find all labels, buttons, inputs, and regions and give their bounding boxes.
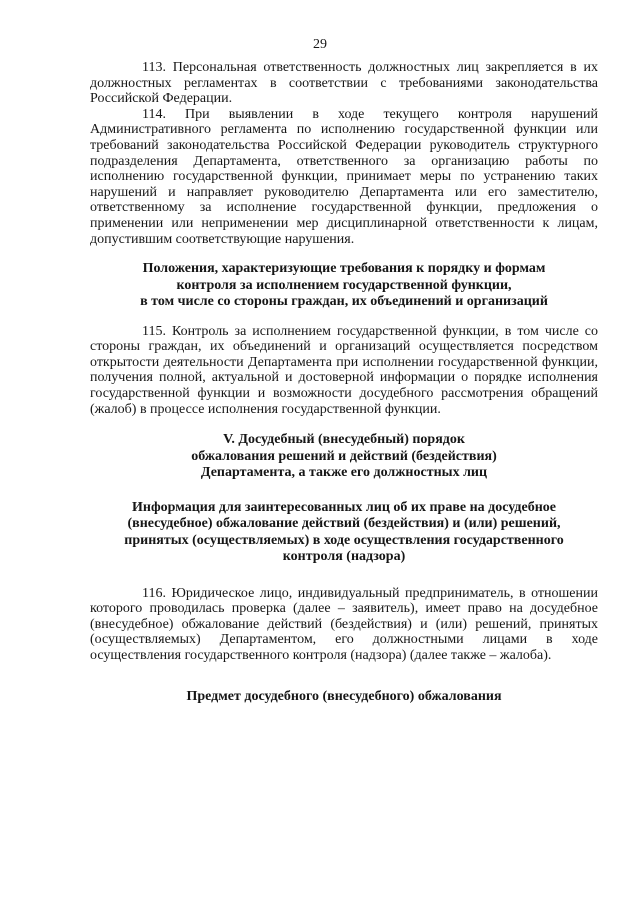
page-content bbox=[90, 60, 598, 705]
paragraph-114: 114. При выявлении в ходе текущего контроля нарушений Административного регламента по исполнению государственной функции или требований законодательства Российской Федерации руководитель структурного подразделения Департамента, ответственного за организацию работы по исполнению государственной функции, принимает меры по устранению таких нарушений и направляет руководителю Департамента или его заместителю, ответственному за исполнение государственной функции, предложения о применении или неприменении мер дисциплинарной ответственности к лицам, допустившим соответствующие нарушения. bbox=[90, 106, 598, 247]
heading-line: принятых (осуществляемых) в ходе осуществления государственного bbox=[124, 532, 564, 548]
paragraph-116: 116. Юридическое лицо, индивидуальный предприниматель, в отношении которого проводилась проверка (далее – заявитель), имеет право на досудебное (внесудебное) обжалование действий (бездействия) и (или) решений, принятых (осуществляемых) Департаментом, его должностными лицами в ходе осуществления государственного контроля (надзора) (далее также – жалоба). bbox=[90, 585, 598, 664]
page-number: 29 bbox=[313, 37, 327, 52]
paragraph-115: 115. Контроль за исполнением государственной функции, в том числе со стороны граждан, их объединений и организаций осуществляется посредством открытости деятельности Департамента при исполнении государственной функции, получения полной, актуальной и достоверной информации о порядке исполнения государственной функции и возможности досудебного рассмотрения обращений (жалоб) в процессе исполнения государственной функции. bbox=[90, 323, 598, 417]
heading-appeal-information bbox=[90, 500, 598, 566]
heading-line: Информация для заинтересованных лиц об их праве на досудебное bbox=[132, 499, 556, 515]
heading-line: Предмет досудебного (внесудебного) обжалования bbox=[186, 688, 502, 704]
heading-line: (внесудебное) обжалование действий (бездействия) и (или) решений, bbox=[127, 516, 561, 532]
heading-line: Положения, характеризующие требования к порядку и формам bbox=[142, 261, 546, 277]
heading-line: контроля за исполнением государственной функции, bbox=[176, 277, 512, 293]
heading-line: V. Досудебный (внесудебный) порядок bbox=[223, 432, 465, 448]
paragraph-113: 113. Персональная ответственность должностных лиц закрепляется в их должностных регламентах в соответствии с требованиями законодательства Российской Федерации. bbox=[90, 60, 598, 107]
heading-line: обжалования решений и действий (бездействия) bbox=[191, 448, 497, 464]
heading-section-v bbox=[90, 432, 598, 482]
heading-line: контроля (надзора) bbox=[282, 549, 406, 565]
heading-line: в том числе со стороны граждан, их объединений и организаций bbox=[140, 294, 548, 310]
heading-line: Департамента, а также его должностных лиц bbox=[200, 465, 488, 481]
heading-appeal-subject bbox=[90, 689, 598, 706]
heading-control-provisions bbox=[90, 261, 598, 311]
